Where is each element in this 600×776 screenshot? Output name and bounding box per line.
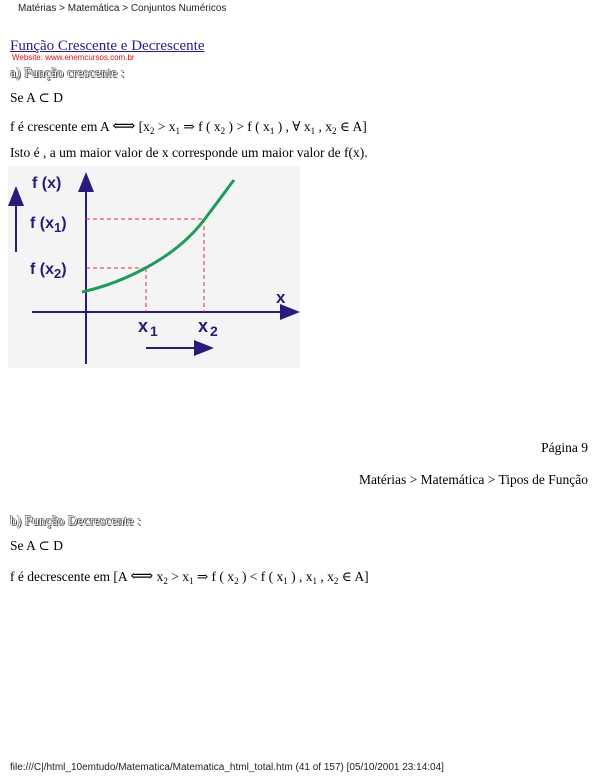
part-b-domain: Se A ⊂ D (10, 538, 63, 553)
rule-mid2: ⇒ f ( x (180, 119, 221, 134)
rule-open: [x (138, 119, 150, 134)
rule-b-p4: ) < f ( x (238, 569, 284, 584)
sub-2b: 2 (220, 126, 226, 136)
rule-end: ∈ A] (336, 119, 367, 134)
rule-mid4: ) , ∀ x (274, 119, 311, 134)
sub-2: 2 (149, 126, 155, 136)
sub-1b: 1 (269, 126, 275, 136)
rule-mid1: > x (154, 119, 176, 134)
label-x2: x $_2$ (198, 316, 218, 339)
sub-2c: 2 (331, 126, 337, 136)
iff-symbol: ⟺ (112, 118, 136, 135)
breadcrumb: Matérias > Matemática > Conjuntos Numéricos (18, 3, 227, 14)
function-curve (82, 180, 234, 292)
rule-b-p3: ⇒ f ( x (193, 569, 235, 584)
rule-b-p1: x (156, 569, 164, 584)
part-b-rule (10, 566, 369, 586)
part-b-heading: b) Função Decrescente : (10, 513, 141, 528)
rule-b-p5: ) , x (287, 569, 313, 584)
label-fx2: f $(x_2)$ (30, 261, 67, 281)
sub-b-2: 2 (163, 576, 168, 586)
sub-b-2c: 2 (333, 576, 339, 586)
iff-symbol-b: ⟺ (130, 568, 154, 585)
rule-mid3: ) > f ( x (225, 119, 270, 134)
sub-b-1c: 1 (312, 576, 318, 586)
sub-1: 1 (175, 126, 181, 136)
watermark-text: Website: www.enemcursos.com.br (12, 53, 135, 62)
rule-b-end: ∈ A] (338, 569, 369, 584)
sub-1c: 1 (310, 126, 316, 136)
part-a-rule (10, 116, 367, 136)
page-number: Página 9 (541, 440, 588, 455)
breadcrumb-secondary: Matérias > Matemática > Tipos de Função (359, 472, 588, 487)
label-x: x (276, 288, 286, 307)
rule-b-p6: , x (317, 569, 334, 584)
sub-b-1b: 1 (283, 576, 288, 586)
rule-mid5: , x (315, 119, 332, 134)
part-a-explanation: Isto é , a um maior valor de x corresponde um maior valor de f(x). (10, 145, 368, 160)
sub-b-1: 1 (189, 576, 194, 586)
increasing-function-graph (8, 166, 300, 368)
part-a-domain: Se A ⊂ D (10, 90, 63, 105)
section-title: Função Crescente e Decrescente (10, 38, 205, 54)
rule-lead: f é crescente em A (10, 119, 109, 134)
label-x1: x $_1$ (138, 316, 158, 339)
graph-svg (8, 166, 300, 368)
label-fx: f (x) (32, 175, 62, 192)
sub-b-2b: 2 (234, 576, 239, 586)
rule-lead-b: f é decrescente em [A (10, 569, 127, 584)
footer-path: file:///C|/html_10emtudo/Matematica/Matematica_html_total.htm (41 of 157) [05/10/2001 23:14:04] (10, 762, 444, 773)
label-fx1: f $(x_1)$ (30, 215, 67, 235)
rule-b-p2: > x (167, 569, 189, 584)
part-a-heading: a) Função crescente : (10, 65, 125, 80)
